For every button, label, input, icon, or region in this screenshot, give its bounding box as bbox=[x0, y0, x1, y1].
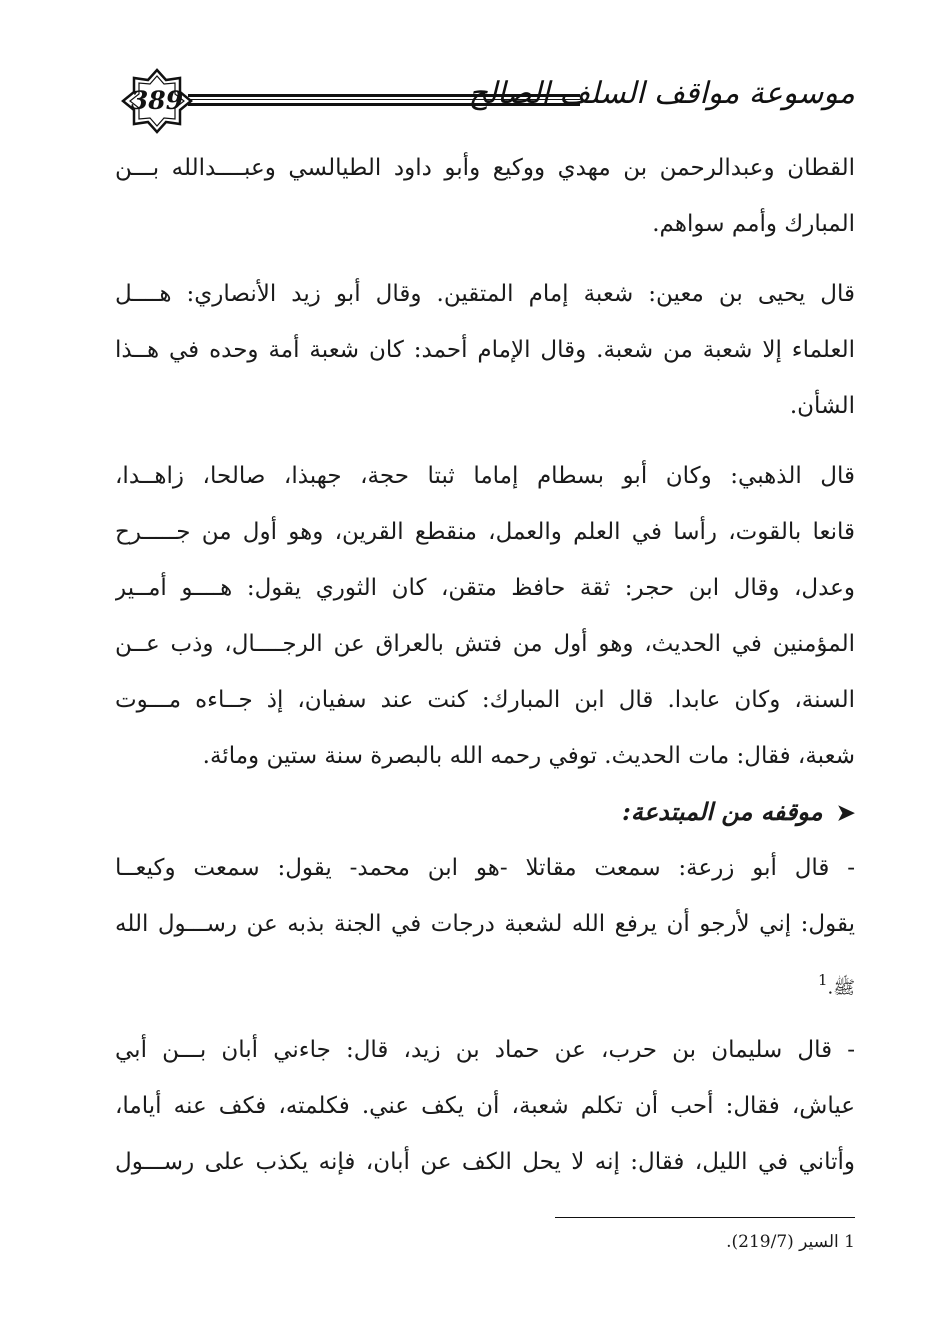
book-title: موسوعة مواقف السلف الصالح bbox=[468, 76, 855, 111]
paragraph-1 bbox=[115, 140, 855, 252]
footnote-number: 1 bbox=[844, 1232, 855, 1252]
text-line: - قال أبو زرعة: سمعت مقاتلا -هو ابن محمد- يقول: سمعت وكيعــا bbox=[115, 855, 855, 881]
text-line: المبارك وأمم سواهم. bbox=[652, 211, 855, 237]
footnote bbox=[455, 1232, 855, 1252]
footnote-text: السير (219/7). bbox=[726, 1232, 839, 1252]
text-line: العلماء إلا شعبة من شعبة. وقال الإمام أحمد: كان شعبة أمة وحده في هــذا bbox=[115, 337, 855, 363]
section-heading-text: موقفه من المبتدعة: bbox=[622, 797, 823, 826]
paragraph-4 bbox=[115, 840, 855, 1008]
text-line: قال يحيى بن معين: شعبة إمام المتقين. وقال أبو زيد الأنصاري: هــــل bbox=[115, 281, 855, 307]
text-line: القطان وعبدالرحمن بن مهدي ووكيع وأبو داود الطيالسي وعبــــدالله بـــن bbox=[115, 155, 855, 181]
section-heading bbox=[115, 784, 855, 840]
text-line: الشأن. bbox=[789, 393, 855, 419]
pbuh-glyph: ﷺ. bbox=[827, 977, 855, 999]
text-line: يقول: إني لأرجو أن يرفع الله لشعبة درجات في الجنة بذبه عن رســـول الله bbox=[115, 911, 855, 937]
main-text bbox=[115, 140, 855, 1190]
paragraph-3 bbox=[115, 448, 855, 784]
text-line: المؤمنين في الحديث، وهو أول من فتش بالعراق عن الرجــــال، وذب عــن bbox=[115, 631, 855, 657]
page-number-badge bbox=[120, 68, 194, 134]
footnote-reference[interactable]: 1 bbox=[817, 971, 828, 989]
text-line: وأتاني في الليل، فقال: إنه لا يحل الكف عن أبان، فإنه يكذب على رســـول bbox=[115, 1149, 855, 1175]
text-line: قانعا بالقوت، رأسا في العلم والعمل، منقطع القرين، وهو أول من جـــــرح bbox=[115, 519, 855, 545]
running-header bbox=[110, 68, 855, 134]
text-line: قال الذهبي: وكان أبو بسطام إماما ثبتا حجة، جهبذا، صالحا، زاهــدا، bbox=[115, 463, 855, 489]
paragraph-2 bbox=[115, 266, 855, 434]
paragraph-5 bbox=[115, 1022, 855, 1190]
text-line: عياش، فقال: أحب أن تكلم شعبة، أن يكف عني. فكلمته، فكف عنه أياما، bbox=[115, 1093, 855, 1119]
text-line: - قال سليمان بن حرب، عن حماد بن زيد، قال: جاءني أبان بـــن أبي bbox=[115, 1037, 855, 1063]
header-rule bbox=[188, 94, 580, 106]
text-line: السنة، وكان عابدا. قال ابن المبارك: كنت عند سفيان، إذ جــاءه مـــوت bbox=[115, 687, 855, 713]
text-line bbox=[115, 952, 855, 1008]
arrow-bullet-icon: ➤ bbox=[836, 800, 855, 826]
text-line: شعبة، فقال: مات الحديث. توفي رحمه الله بالبصرة سنة ستين ومائة. bbox=[202, 743, 855, 769]
page-number: 389 bbox=[130, 86, 184, 115]
footnote-divider bbox=[555, 1217, 855, 1218]
text-line: وعدل، وقال ابن حجر: ثقة حافظ متقن، كان الثوري يقول: هــــو أمــير bbox=[115, 575, 855, 601]
